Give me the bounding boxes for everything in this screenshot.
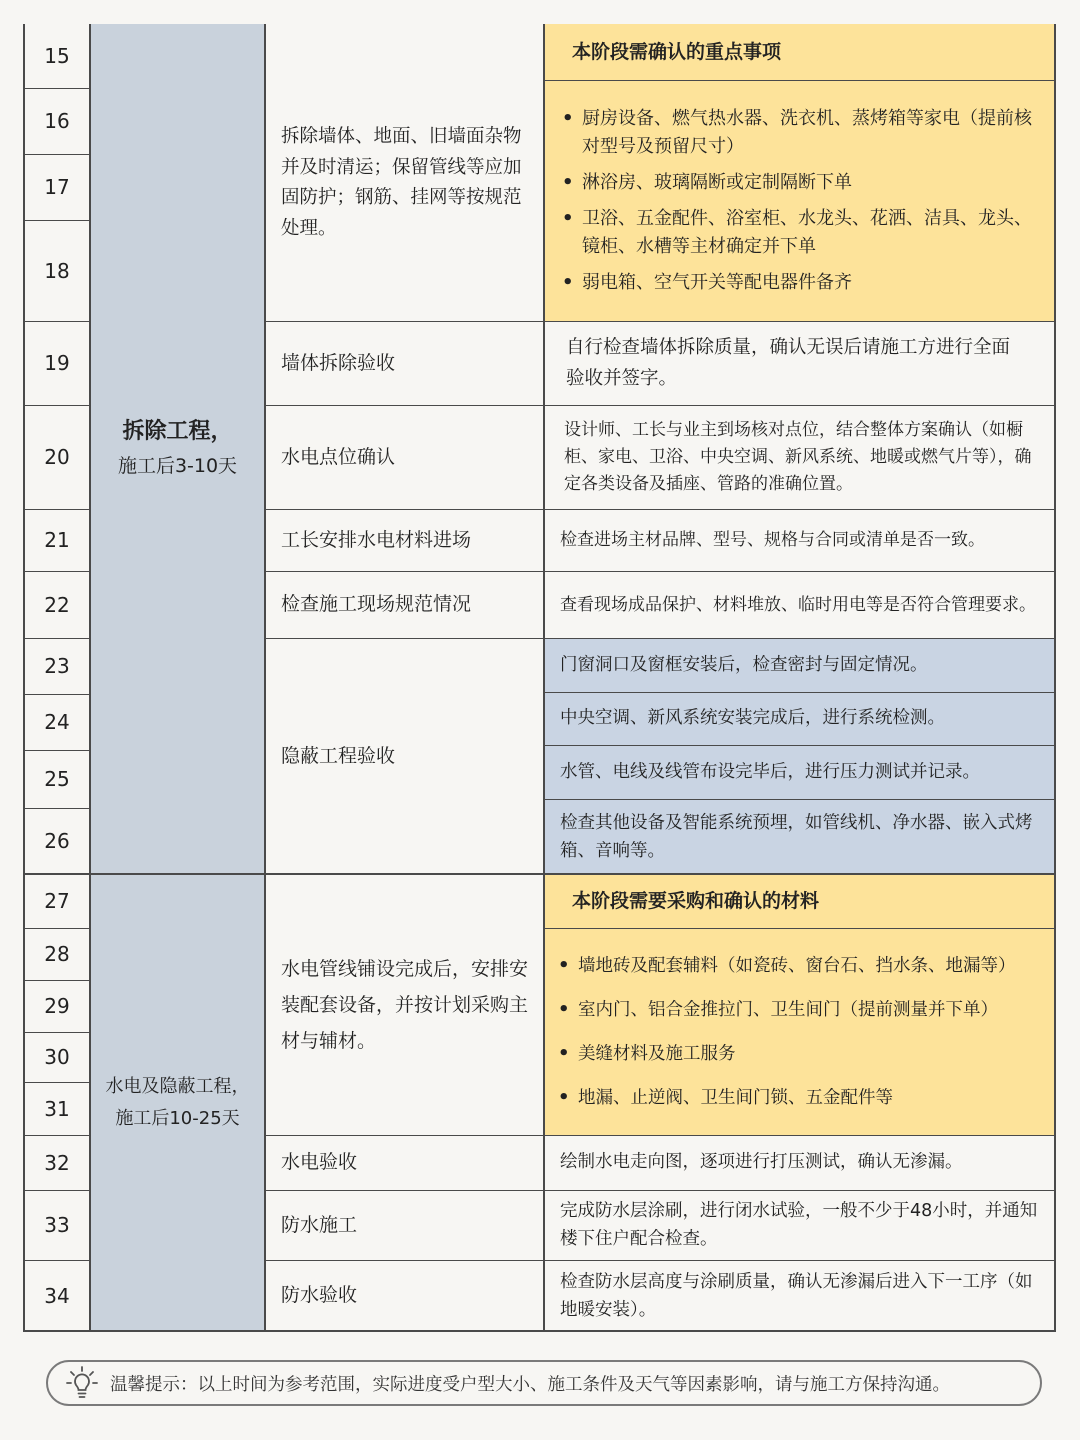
desc-waterproof-acceptance: 检查防水层高度与涂刷质量，确认无渗漏后进入下一工序（如地暖安装）。 bbox=[560, 1271, 1033, 1320]
grid-line bbox=[24, 980, 90, 981]
phase-title: 拆除工程， bbox=[122, 419, 233, 444]
desc-concealed-3: 水管、电线及线管布设完毕后，进行压力测试并记录。 bbox=[560, 761, 980, 782]
row-number: 20 bbox=[44, 445, 70, 469]
list-item: • 厨房设备、燃气热水器、洗衣机、蒸烤箱等家电（提前核对型号及预留尺寸） bbox=[562, 107, 1032, 157]
row-number: 28 bbox=[44, 942, 70, 966]
row-number: 29 bbox=[44, 994, 70, 1018]
grid-line bbox=[544, 692, 1055, 693]
row-number: 30 bbox=[44, 1045, 70, 1069]
phase-duration: 施工后10-25天 bbox=[115, 1107, 240, 1129]
task-demolition: 拆除墙体、地面、旧墙面杂物并及时清运；保留管线等应加固防护；钢筋、挂网等按规范处理。 bbox=[281, 126, 522, 239]
row-number: 32 bbox=[44, 1150, 70, 1175]
desc-concealed-2: 中央空调、新风系统安装完成后，进行系统检测。 bbox=[560, 708, 945, 728]
task-wall-acceptance: 墙体拆除验收 bbox=[281, 351, 396, 374]
row-number: 16 bbox=[44, 109, 70, 133]
materials-header: 本阶段需要采购和确认的材料 bbox=[572, 889, 820, 912]
list-item: • 美缝材料及施工服务 bbox=[558, 1042, 736, 1064]
desc-mep-acceptance: 绘制水电走向图，逐项进行打压测试，确认无渗漏。 bbox=[560, 1152, 963, 1172]
grid-line bbox=[265, 571, 1055, 572]
list-item: • 地漏、止逆阀、卫生间门锁、五金配件等 bbox=[558, 1086, 893, 1108]
tip-text: 温馨提示：以上时间为参考范围，实际进度受户型大小、施工条件及天气等因素影响，请与施工方保持沟通。 bbox=[110, 1374, 950, 1395]
grid-line bbox=[24, 873, 1055, 875]
grid-line bbox=[265, 1260, 1055, 1261]
grid-line bbox=[24, 1032, 90, 1033]
list-item: • 室内门、铝合金推拉门、卫生间门（提前测量并下单） bbox=[558, 998, 998, 1020]
task-waterproof-work: 防水施工 bbox=[281, 1213, 358, 1236]
grid-line bbox=[24, 1260, 90, 1261]
grid-line bbox=[23, 1330, 1056, 1332]
row-number: 23 bbox=[44, 654, 70, 678]
row-number: 34 bbox=[44, 1283, 70, 1308]
grid-line bbox=[24, 694, 90, 695]
grid-line bbox=[24, 220, 90, 221]
grid-line bbox=[265, 1135, 1055, 1136]
desc-site-check: 查看现场成品保护、材料堆放、临时用电等是否符合管理要求。 bbox=[560, 594, 1036, 615]
task-mep-acceptance: 水电验收 bbox=[281, 1151, 358, 1173]
desc-wall-acceptance: 自行检查墙体拆除质量，确认无误后请施工方进行全面验收并签字。 bbox=[566, 337, 1011, 389]
phase-mep-concealed bbox=[90, 874, 265, 1331]
task-site-check: 检查施工现场规范情况 bbox=[281, 593, 472, 615]
task-after-pipes: 水电管线铺设完成后，安排安装配套设备，并按计划采购主材与辅材。 bbox=[281, 958, 529, 1052]
grid-line bbox=[265, 405, 1055, 406]
task-waterproof-acceptance: 防水验收 bbox=[281, 1284, 358, 1306]
grid-line bbox=[24, 571, 90, 572]
grid-line bbox=[265, 509, 1055, 510]
grid-line bbox=[24, 750, 90, 751]
row-number: 33 bbox=[44, 1213, 70, 1237]
grid-line bbox=[24, 638, 90, 639]
row-number: 15 bbox=[44, 44, 70, 68]
lightbulb-icon bbox=[62, 1363, 102, 1403]
grid-line bbox=[544, 80, 1055, 81]
grid-line bbox=[265, 638, 1055, 639]
materials-list bbox=[544, 928, 1055, 1135]
row-number: 26 bbox=[44, 829, 70, 853]
grid-line bbox=[24, 88, 90, 89]
phase-demolition bbox=[90, 24, 265, 874]
grid-line bbox=[265, 1190, 1055, 1191]
key-items-header: 本阶段需确认的重点事项 bbox=[572, 40, 782, 63]
desc-concealed-1: 门窗洞口及窗框安装后，检查密封与固定情况。 bbox=[560, 654, 928, 675]
grid-line bbox=[544, 928, 1055, 929]
desc-waterproof-work: 完成防水层涂刷，进行闭水试验，一般不少于48小时，并通知楼下住户配合检查。 bbox=[560, 1201, 1038, 1249]
grid-line bbox=[24, 1135, 90, 1136]
list-item: • 卫浴、五金配件、浴室柜、水龙头、花洒、洁具、龙头、镜柜、水槽等主材确定并下单 bbox=[562, 207, 1032, 257]
row-number: 25 bbox=[44, 767, 70, 791]
task-point-confirm: 水电点位确认 bbox=[281, 445, 396, 468]
task-materials-entry: 工长安排水电材料进场 bbox=[281, 528, 472, 551]
row-number: 19 bbox=[44, 351, 70, 375]
phase-duration: 施工后3-10天 bbox=[117, 455, 238, 477]
grid-line bbox=[24, 1190, 90, 1191]
list-item: • 淋浴房、玻璃隔断或定制隔断下单 bbox=[562, 171, 852, 193]
grid-line bbox=[24, 509, 90, 510]
grid-line bbox=[24, 808, 90, 809]
list-item: • 墙地砖及配套辅料（如瓷砖、窗台石、挡水条、地漏等） bbox=[558, 954, 1016, 976]
grid-line bbox=[544, 799, 1055, 800]
task-concealed-acceptance: 隐蔽工程验收 bbox=[281, 744, 396, 767]
grid-line bbox=[24, 154, 90, 155]
desc-concealed-4: 检查其他设备及智能系统预埋，如管线机、净水器、嵌入式烤箱、音响等。 bbox=[560, 812, 1033, 861]
row-number: 18 bbox=[44, 258, 70, 283]
row-number: 17 bbox=[44, 175, 70, 199]
desc-materials-entry: 检查进场主材品牌、型号、规格与合同或清单是否一致。 bbox=[560, 529, 985, 550]
grid-line bbox=[24, 321, 90, 322]
list-item: • 弱电箱、空气开关等配电器件备齐 bbox=[562, 271, 852, 293]
tip-box bbox=[46, 1360, 1042, 1406]
key-items-list bbox=[544, 80, 1055, 321]
row-number: 27 bbox=[44, 889, 70, 913]
grid-line bbox=[265, 321, 1055, 322]
grid-line bbox=[24, 1082, 90, 1083]
grid-line bbox=[24, 405, 90, 406]
row-number: 31 bbox=[44, 1096, 70, 1121]
grid-line bbox=[544, 745, 1055, 746]
row-number: 24 bbox=[44, 710, 70, 734]
grid-line bbox=[24, 928, 90, 929]
row-number: 21 bbox=[44, 528, 70, 552]
row-number: 22 bbox=[44, 592, 70, 617]
desc-point-confirm: 设计师、工长与业主到场核对点位，结合整体方案确认（如橱柜、家电、卫浴、中央空调、新风系统、地暖或燃气片等），确定各类设备及插座、管路的准确位置。 bbox=[564, 419, 1032, 494]
phase-title: 水电及隐蔽工程， bbox=[105, 1075, 250, 1097]
